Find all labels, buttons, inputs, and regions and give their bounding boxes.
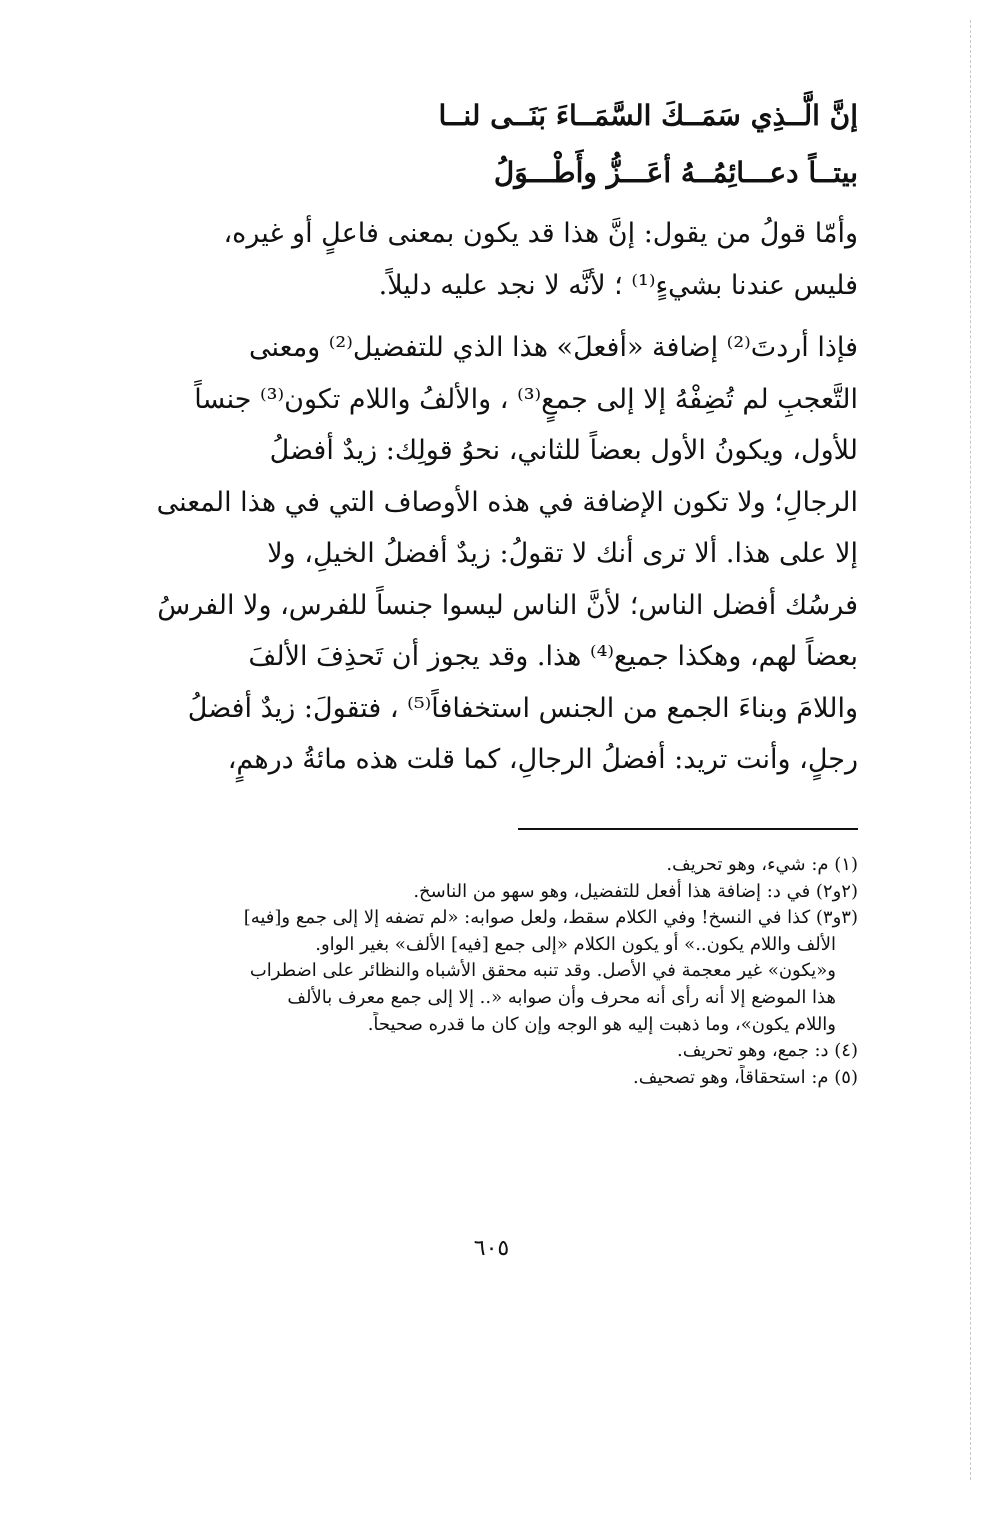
footnote-3-continued: الألف واللام يكون..» أو يكون الكلام «إلى جمع [فيه] الألف» بغير الواو. xyxy=(315,933,836,955)
footnote-5: (٥) م: استحقاقاً، وهو تصحيف. xyxy=(633,1066,858,1088)
footnote-3-continued: واللام يكون»، وما ذهبت إليه هو الوجه وإن كان ما قدره صحيحاً. xyxy=(367,1013,836,1035)
paragraph-line: بعضاً لهم، وهكذا جميع⁽⁴⁾ هذا. وقد يجوز أن تَحذِفَ الألفَ xyxy=(248,641,858,672)
footnote-1: (١) م: شيء، وهو تحريف. xyxy=(666,854,858,875)
footnote-separator xyxy=(518,828,858,830)
footnote-4: (٤) د: جمع، وهو تحريف. xyxy=(676,1040,858,1062)
footnote-3-continued: هذا الموضع إلا أنه رأى أنه محرف وأن صوابه «.. إلا إلى جمع معرف بالألف xyxy=(287,986,836,1008)
paragraph-line: وأمّا قولُ من يقول: إنَّ هذا قد يكون بمعنى فاعلٍ أو غيره، xyxy=(223,218,858,249)
paragraph-line: فإذا أردتَ⁽²⁾ إضافة «أفعلَ» هذا الذي للتفضيل⁽²⁾ ومعنى xyxy=(249,332,858,363)
footnote-3: (٣و٣) كذا في النسخ! وفي الكلام سقط، ولعل صوابه: «لم تضفه إلا إلى جمع و[فيه] xyxy=(243,907,858,929)
verse-line-1 xyxy=(158,88,858,144)
paragraph-line: فليس عندنا بشيءٍ⁽¹⁾ ؛ لأنَّه لا نجد عليه دليلاً. xyxy=(378,269,858,301)
footnote-3-continued: و«يكون» غير معجمة في الأصل. وقد تنبه محقق الأشباه والنظائر على اضطراب xyxy=(249,960,836,982)
verse-line-2 xyxy=(158,145,858,201)
paragraph-line: رجلٍ، وأنت تريد: أفضلُ الرجالِ، كما قلت هذه مائةُ درهمٍ، xyxy=(227,744,858,775)
verse-line-1-text: إنَّ الَّــذِي سَمَــكَ السَّمَــاءَ بَنَــى لنــا xyxy=(438,99,858,132)
paragraph-line: للأول، ويكونُ الأول بعضاً للثاني، نحوُ قولِك: زيدٌ أفضلُ xyxy=(269,435,858,466)
paragraph-line: إلا على هذا. ألا ترى أنك لا تقولُ: زيدٌ أفضلُ الخيلِ، ولا xyxy=(267,538,858,569)
scan-edge-line xyxy=(970,20,971,1480)
paragraph-line: الرجالِ؛ ولا تكون الإضافة في هذه الأوصاف التي في هذا المعنى xyxy=(156,486,858,518)
paragraph-line: فرسُك أفضل الناس؛ لأنَّ الناس ليسوا جنساً للفرس، ولا الفرسُ xyxy=(157,589,858,621)
paragraph-line: التَّعجبِ لم تُضِفْهُ إلا إلى جمعٍ⁽³⁾ ، والألفُ واللام تكون⁽³⁾ جنساً xyxy=(194,383,858,415)
footnotes xyxy=(118,852,858,1091)
verse-line-2-text: بيتــاً دعـــائِمُــهُ أعَـــزُّ وأَطْـــوَلُ xyxy=(493,156,858,189)
page-number: ٦٠٥ xyxy=(473,1236,510,1261)
paragraph-2 xyxy=(123,322,858,786)
footnote-2: (٢و٢) في د: إضافة هذا أفعل للتفضيل، وهو سهو من الناسخ. xyxy=(413,880,858,902)
paragraph-1 xyxy=(123,208,858,311)
paragraph-line: واللامَ وبناءَ الجمع من الجنس استخفافاً⁽⁵⁾ ، فتقولَ: زيدٌ أفضلُ xyxy=(187,692,858,724)
